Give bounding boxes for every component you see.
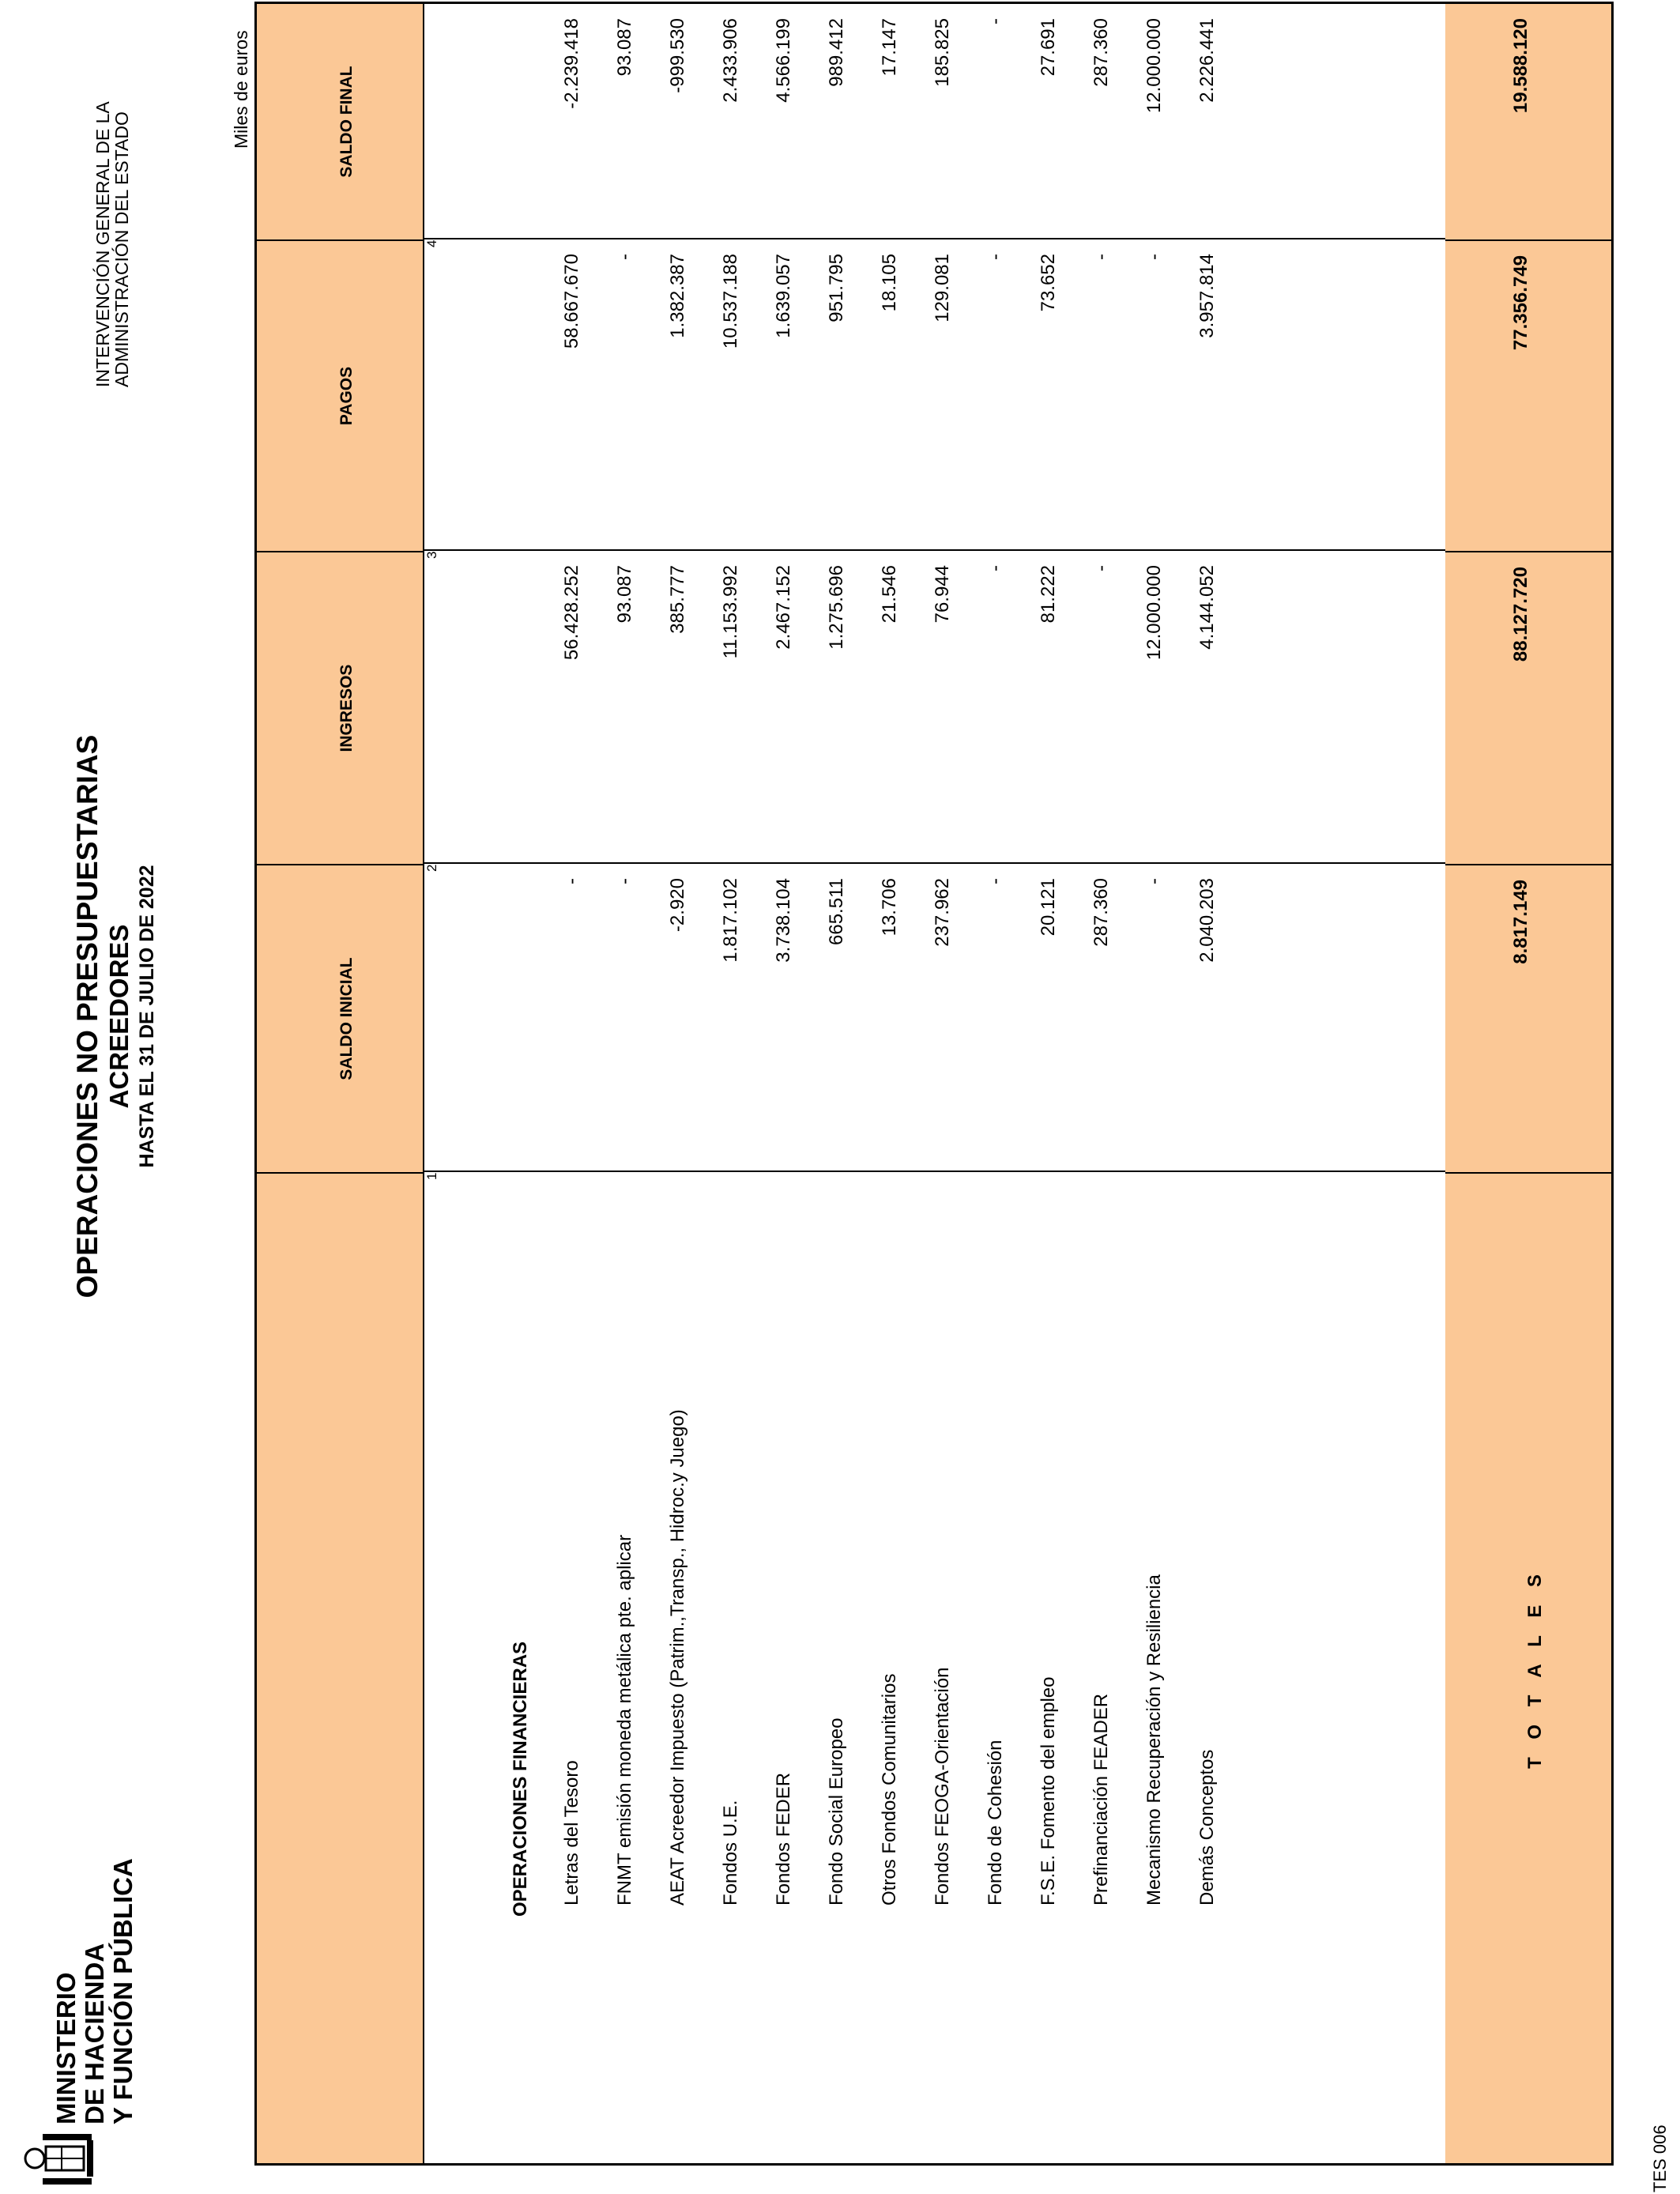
row-value: 185.825 [932,18,953,87]
row-value: - [614,878,635,884]
row-value: 287.360 [1090,878,1112,947]
row-value: 2.226.441 [1196,18,1218,103]
row-label: Fondo de Cohesión [985,1740,1006,1906]
row-value: 3.957.814 [1196,254,1218,338]
total-saldo-inicial: 8.817.149 [1510,880,1531,964]
row-label: Fondo Social Europeo [826,1717,847,1906]
total-saldo-final-cell [1445,4,1611,239]
report-title: OPERACIONES NO PRESUPUESTARIAS [71,734,104,1299]
report-date: HASTA EL 31 DE JULIO DE 2022 [136,865,158,1168]
row-value: 237.962 [932,878,953,947]
row-value: 1.817.102 [720,878,741,963]
row-label: FNMT emisión moneda metálica pte. aplicar [614,1534,635,1906]
total-saldo-inicial-cell [1445,864,1611,1172]
column-divider [423,549,1445,551]
header-divider [423,4,424,2163]
row-value: 12.000.000 [1143,18,1165,114]
row-value: - [1143,878,1165,884]
row-value: 11.153.992 [720,565,741,659]
row-label: Mecanismo Recuperación y Resiliencia [1143,1574,1165,1906]
row-label: Fondos FEOGA-Orientación [932,1667,953,1906]
total-ingresos-cell [1445,551,1611,864]
row-value: 18.105 [879,254,900,312]
row-label: Fondos U.E. [720,1800,741,1906]
row-value: - [985,18,1006,25]
intervencion-label: INTERVENCIÓN GENERAL DE LA ADMINISTRACIÓN DEL ESTADO [92,101,132,387]
row-value: 989.412 [826,18,847,87]
row-label: AEAT Acreedor Impuesto (Patrim.,Transp., Hidroc.y Juego) [667,1409,688,1906]
row-value: 58.667.670 [561,254,582,349]
row-value: 76.944 [932,565,953,624]
row-value: - [614,254,635,260]
totals-label-cell [1445,1172,1611,2163]
row-value: 4.144.052 [1196,565,1218,650]
document-code: TES 006 [1650,2124,1670,2192]
row-value: 4.566.199 [773,18,794,103]
row-value: 1.275.696 [826,565,847,650]
row-label: F.S.E. Fomento del empleo [1038,1676,1059,1906]
row-value: 10.537.188 [720,254,741,349]
row-value: 129.081 [932,254,953,322]
row-value: 21.546 [879,565,900,624]
row-label: Demás Conceptos [1196,1749,1218,1906]
row-value: 93.087 [614,18,635,77]
row-value: - [561,878,582,884]
row-value: 951.795 [826,254,847,322]
row-value: 17.147 [879,18,900,77]
units-label: Miles de euros [231,30,251,149]
row-value: 2.467.152 [773,565,794,650]
total-saldo-final: 19.588.120 [1510,18,1531,114]
total-pagos: 77.356.749 [1510,255,1531,351]
row-value: - [1143,254,1165,260]
section-title: OPERACIONES FINANCIERAS [510,1641,531,1917]
row-value: 93.087 [614,565,635,624]
total-pagos-cell [1445,239,1611,551]
report-subtitle: ACREEDORES [104,924,134,1109]
row-label: Prefinanciación FEADER [1090,1693,1112,1906]
row-value: - [985,565,1006,571]
row-value: - [1090,565,1112,571]
column-divider [423,862,1445,864]
row-value: 1.382.387 [667,254,688,338]
row-value: 56.428.252 [561,565,582,661]
row-label: Otros Fondos Comunitarios [879,1673,900,1906]
header-cell-ingresos: INGRESOS 2 [257,551,423,864]
accounts-table [254,2,1614,2166]
header-cell-saldo-inicial: SALDO INICIAL 1 [257,864,423,1172]
row-label: Letras del Tesoro [561,1760,582,1906]
column-divider [423,1171,1445,1172]
row-value: 12.000.000 [1143,565,1165,661]
header-cell-concept [257,1172,423,2163]
row-value: 3.738.104 [773,878,794,963]
coat-of-arms-logo [14,2131,101,2188]
row-label: Fondos FEDER [773,1772,794,1906]
row-value: 385.777 [667,565,688,634]
total-ingresos: 88.127.720 [1510,567,1531,662]
row-value: - [985,878,1006,884]
row-value: -999.530 [667,18,688,93]
header-cell-pagos: PAGOS 3 [257,239,423,551]
row-value: 2.433.906 [720,18,741,103]
row-value: 73.652 [1038,254,1059,312]
row-value: 81.222 [1038,565,1059,624]
row-value: -2.920 [667,878,688,933]
row-value: 13.706 [879,878,900,937]
row-value: 27.691 [1038,18,1059,77]
row-value: -2.239.418 [561,18,582,109]
row-value: 287.360 [1090,18,1112,87]
header-cell-saldo-final: SALDO FINAL 4 [257,4,423,239]
row-value: - [1090,254,1112,260]
row-value: 1.639.057 [773,254,794,338]
row-value: 2.040.203 [1196,878,1218,963]
row-value: - [985,254,1006,260]
row-value: 20.121 [1038,878,1059,937]
totals-label: T O T A L E S [1524,1568,1546,1769]
ministry-name: MINISTERIO DE HACIENDA Y FUNCIÓN PÚBLICA [51,1858,137,2124]
row-value: 665.511 [826,878,847,945]
report-title-block [71,692,160,1340]
